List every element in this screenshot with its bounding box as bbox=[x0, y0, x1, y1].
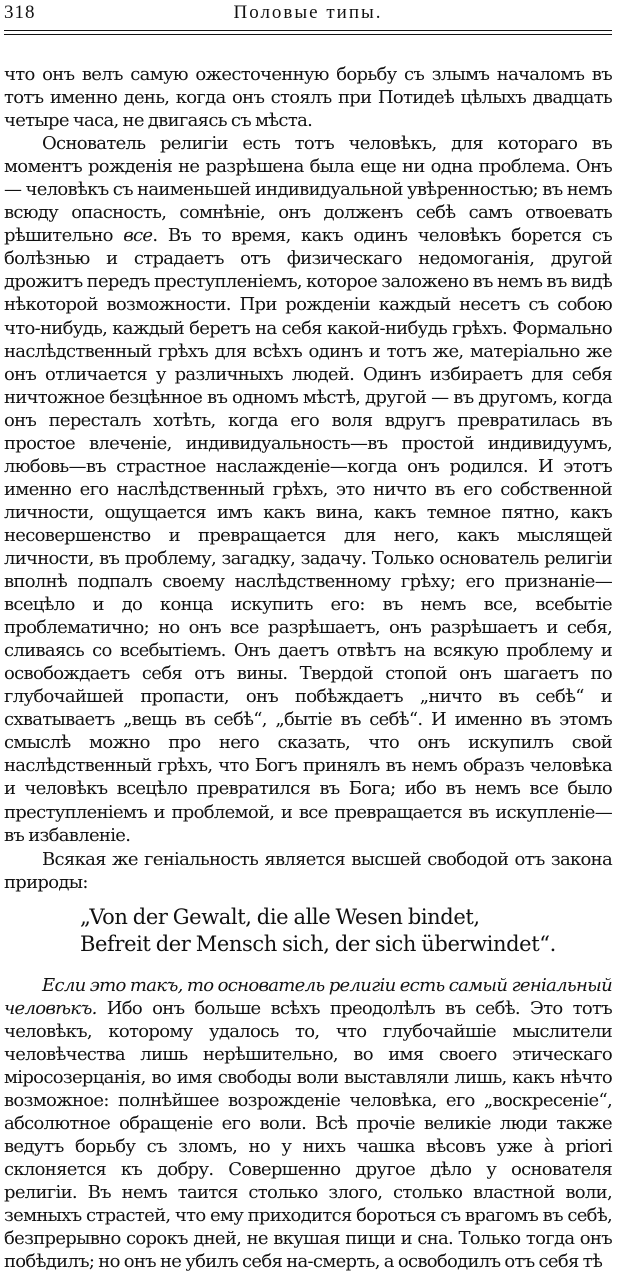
verse-quote bbox=[80, 904, 612, 958]
paragraph-text-before: Основатель религіи есть тотъ человѣкъ, для котораго въ моментъ рожденія не разрѣшена была еще ни одна проблема. Онъ — человѣкъ съ наименьшей индивидуальной увѣренностью; въ немъ всюду опасность, сомнѣніе, онъ долженъ себѣ самъ отвоевать рѣшительно bbox=[4, 133, 612, 247]
body-text bbox=[4, 63, 612, 1273]
paragraph-continuation bbox=[4, 63, 612, 132]
paragraph-final bbox=[4, 974, 612, 1273]
paragraph-text-after: . Въ то время, какъ одинъ человѣкъ борется съ болѣзнью и страдаетъ отъ физическаго недомоганія, другой дрожитъ передъ преступленіемъ, которое заложено въ немъ въ видѣ нѣкоторой возможности. При рожденіи каждый несетъ съ собою что-нибудь, каждый беретъ на себя какой-нибудь грѣхъ. Формально наслѣдственный грѣхъ для всѣхъ одинъ и тотъ же, матеріально же онъ отличается у различныхъ людей. Одинъ избираетъ для себя ничтожное безцѣнное въ одномъ мѣстѣ, другой — въ другомъ, когда онъ пересталъ хотѣть, когда его воля вдругъ превратилась въ простое влеченіе, индивидуальность—въ простой индивидуумъ, любовь—въ страстное наслажденіе—когда онъ родился. И этотъ именно его наслѣдственный грѣхъ, это ничто въ его собственной личности, ощущается имъ какъ вина, какъ темное пятно, какъ несовершенство и превращается для него, какъ мыслящей личности, въ проблему, загадку, задачу. Только основатель религіи вполнѣ подпалъ своему наслѣдственному грѣху; его признаніе—всецѣло и до конца искупить его: въ немъ все, всебытіе проблематично; но онъ все разрѣшаетъ, онъ разрѣшаетъ и себя, сливаясь со всебытіемъ. Онъ даетъ отвѣтъ на всякую проблему и освобождаетъ себя отъ вины. Твердой стопой онъ шагаетъ по глубочайшей пропасти, онъ побѣждаетъ „ничто въ себѣ“ и схватываетъ „вещь въ себѣ“, „бытіе въ себѣ“. И именно въ этомъ смыслѣ можно про него сказать, что онъ искупилъ свой наслѣдственный грѣхъ, что Богъ принялъ въ немъ образъ человѣка и человѣкъ всецѣло превратился въ Бога; ибо въ немъ все было преступленіемъ и проблемой, и все превращается въ искупленіе—въ избавленіе. bbox=[4, 225, 613, 846]
emphasis-text: все bbox=[123, 225, 153, 247]
header-rule-double bbox=[4, 34, 612, 35]
running-title: Половые типы. bbox=[233, 2, 383, 23]
paragraph-religion-founder bbox=[4, 132, 612, 846]
paragraph-text: Всякая же геніальность является высшей свободой отъ закона природы: bbox=[4, 848, 612, 893]
paragraph-text: что онъ велъ самую ожесточенную борьбу съ злымъ началомъ въ тотъ именно день, когда онъ стоялъ при Потидеѣ цѣлыхъ двадцать четыре часа, не двигаясь съ мѣста. bbox=[4, 64, 612, 132]
header-rule bbox=[4, 30, 612, 31]
page-number: 318 bbox=[4, 2, 36, 23]
page-header bbox=[4, 0, 612, 30]
quote-line-2: Befreit der Mensch sich, der sich überwindet“. bbox=[80, 931, 556, 956]
emphasis-lead: Если это такъ, то основатель религіи есть самый геніальный человѣкъ. bbox=[4, 974, 612, 1019]
quote-line-1: „Von der Gewalt, die alle Wesen bindet, bbox=[80, 904, 480, 929]
paragraph-text: Ибо онъ больше всѣхъ преодолѣлъ въ себѣ. Это тотъ человѣкъ, которому удалось то, что глубочайшіе мыслители человѣчества лишь нерѣшительно, во имя своего этическаго міросозерцанія, во имя свободы воли выставляли лишь, какъ нѣчто возможное: полнѣйшее возрожденіе человѣка, его „воскресеніе“, абсолютное обращеніе его воли. Всѣ прочіе великіе люди также ведутъ борьбу съ зломъ, но у нихъ чашка вѣсовъ уже à priori склоняется къ добру. Совершенно другое дѣло у основателя религіи. Въ немъ таится столько злого, столько властной воли, земныхъ страстей, что ему приходится бороться съ врагомъ въ себѣ, безпрерывно сорокъ дней, не вкушая пищи и сна. Только тогда онъ побѣдилъ; но онъ не убилъ себя на-смерть, а освободилъ отъ себя тѣ bbox=[4, 997, 612, 1273]
paragraph-genius bbox=[4, 848, 612, 894]
